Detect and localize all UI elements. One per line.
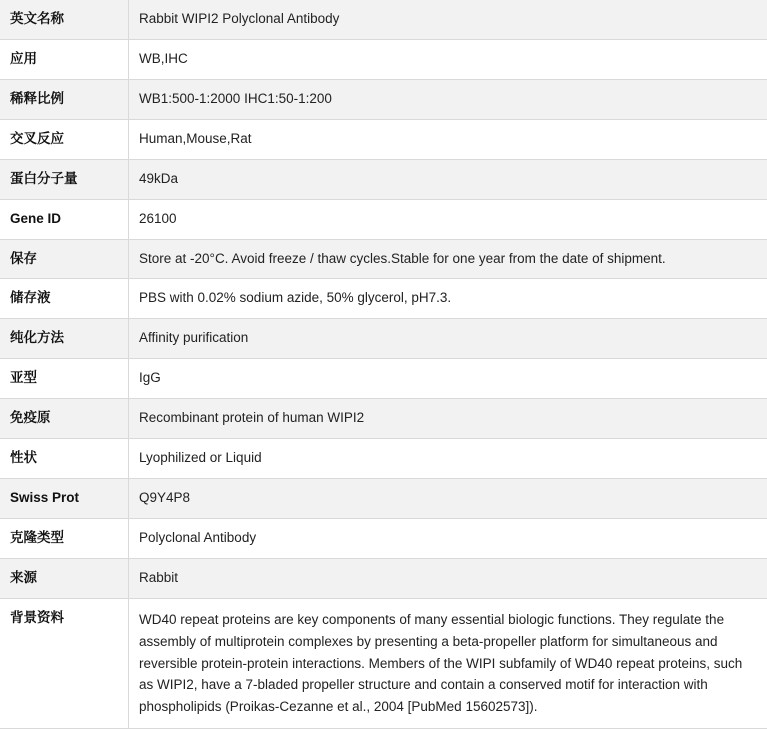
table-row — [0, 239, 767, 279]
row-value: WB,IHC — [129, 39, 767, 79]
row-value: Rabbit — [129, 558, 767, 598]
row-label: 亚型 — [0, 359, 129, 399]
table-row — [0, 119, 767, 159]
row-label: 纯化方法 — [0, 319, 129, 359]
row-value: WD40 repeat proteins are key components of many essential biologic functions. They regulate the assembly of multiprotein complexes by presenting a beta-propeller platform for simultaneous and reversible protein-protein interactions. Members of the WIPI subfamily of WD40 repeat proteins, such as WIPI2, have a 7-bladed propeller structure and contain a conserved motif for interaction with phospholipids (Proikas-Cezanne et al., 2004 [PubMed 15602573]). — [129, 598, 767, 728]
table-row — [0, 199, 767, 239]
row-value: Lyophilized or Liquid — [129, 439, 767, 479]
row-label: Swiss Prot — [0, 479, 129, 519]
row-label: 交叉反应 — [0, 119, 129, 159]
row-value: Store at -20°C. Avoid freeze / thaw cycles.Stable for one year from the date of shipment. — [129, 239, 767, 279]
table-row — [0, 79, 767, 119]
table-row — [0, 159, 767, 199]
table-row — [0, 399, 767, 439]
table-row — [0, 598, 767, 728]
row-value: 26100 — [129, 199, 767, 239]
row-label: 储存液 — [0, 279, 129, 319]
row-label: 保存 — [0, 239, 129, 279]
row-value: Rabbit WIPI2 Polyclonal Antibody — [129, 0, 767, 39]
row-label: 来源 — [0, 558, 129, 598]
table-row — [0, 359, 767, 399]
table-row — [0, 279, 767, 319]
row-value: Q9Y4P8 — [129, 479, 767, 519]
row-value: Human,Mouse,Rat — [129, 119, 767, 159]
row-value: PBS with 0.02% sodium azide, 50% glycerol, pH7.3. — [129, 279, 767, 319]
table-row — [0, 319, 767, 359]
row-label: 背景资料 — [0, 598, 129, 728]
row-value: Polyclonal Antibody — [129, 518, 767, 558]
row-label: 克隆类型 — [0, 518, 129, 558]
row-value: Recombinant protein of human WIPI2 — [129, 399, 767, 439]
row-label: 英文名称 — [0, 0, 129, 39]
table-row — [0, 439, 767, 479]
row-label: Gene ID — [0, 199, 129, 239]
row-label: 应用 — [0, 39, 129, 79]
row-value: Affinity purification — [129, 319, 767, 359]
row-value: IgG — [129, 359, 767, 399]
row-value: 49kDa — [129, 159, 767, 199]
row-label: 免疫原 — [0, 399, 129, 439]
table-row — [0, 518, 767, 558]
row-value: WB1:500-1:2000 IHC1:50-1:200 — [129, 79, 767, 119]
table-row — [0, 558, 767, 598]
row-label: 稀释比例 — [0, 79, 129, 119]
table-row — [0, 0, 767, 39]
table-row — [0, 39, 767, 79]
table-row — [0, 479, 767, 519]
row-label: 蛋白分子量 — [0, 159, 129, 199]
row-label: 性状 — [0, 439, 129, 479]
